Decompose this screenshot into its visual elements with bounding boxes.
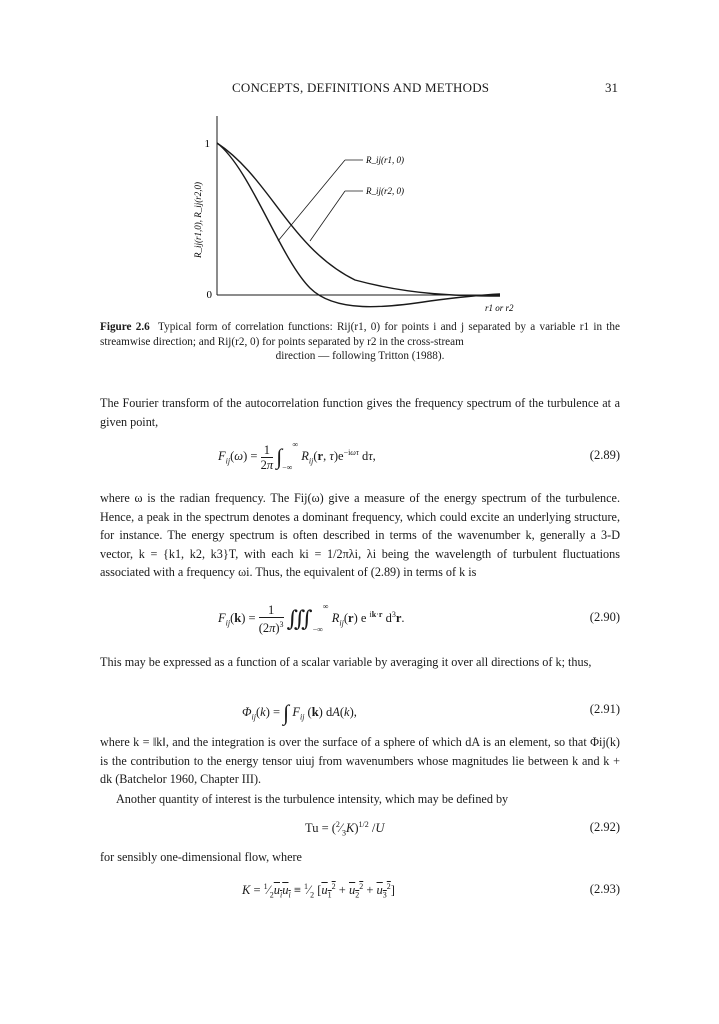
curve-r1	[217, 143, 500, 296]
paragraph-3: This may be expressed as a function of a scalar variable by averaging it over all directions of k; thus,	[100, 655, 592, 669]
equation-2-89-number: (2.89)	[589, 448, 620, 462]
equation-2-91-body: $\Phi_{ij}(k)$ = ∫ $F_{ij}$ (k) dA(k),	[242, 700, 357, 725]
leader-line-2	[310, 191, 345, 241]
running-title: CONCEPTS, DEFINITIONS AND METHODS	[232, 80, 490, 95]
caption-label: Figure 2.6	[100, 321, 150, 333]
y-tick-0: 0	[206, 289, 212, 301]
x-axis-label: r1 or r2	[485, 303, 514, 313]
y-axis-label: R_ij(r1,0), R_ij(r2,0)	[193, 182, 203, 258]
paragraph-1: The Fourier transform of the autocorrelation function gives the frequency spectrum of the turbulence at a given point,	[100, 396, 620, 429]
equation-2-90-body: $F_{ij}(k)$ = $\frac{1}{(2\pi)^3}$ $∭_{-\infty}^\infty$ $R_{ij}(r)$ e $^{ik\cdot r}$ $d^3r$.	[218, 601, 405, 636]
equation-2-91	[100, 692, 620, 732]
curve-label-r1: R_ij(r1, 0)	[366, 155, 404, 165]
equation-2-89-body: $F_{ij}(\omega)$ = $\frac{1}{2\pi}$ $\int_{-\infty}^\infty$ $R_{ij}(r$, $\tau)e^{-i\omega\tau}$ dτ,	[218, 439, 376, 472]
caption-text-last: direction — following Tritton (1988).	[275, 350, 445, 362]
paragraph-2: where ω is the radian frequency. The Fij(ω) give a measure of the energy spectrum of the turbulence. Hence, a peak in the spectrum denotes a dominant frequency, which could excite an underlying structure, for instance. The energy spectrum is often described in terms of the wavenumber k, generally a 3-D vector, k = {k1, k2, k3}T, with each ki = 1/2πλi, λi being the wavelength of turbulent fluctuations associated with a frequency ωi. Thus, the equivalent of (2.89) in terms of k is	[100, 491, 620, 579]
equation-2-93-number: (2.93)	[589, 882, 620, 896]
paragraph-5: Another quantity of interest is the turbulence intensity, which may be defined by	[116, 792, 509, 806]
leader-line-1	[278, 160, 345, 241]
paragraph-4: where k = ‖k‖, and the integration is over the surface of a sphere of which dA is an element, so that Φij(k) is the contribution to the energy tensor uiuj from wavenumbers whose magnitudes lie between k and k + dk (Batchelor 1960, Chapter III).	[100, 735, 620, 786]
page-number: 31	[605, 80, 618, 95]
equation-2-92-number: (2.92)	[589, 820, 620, 834]
curve-r2	[217, 143, 500, 307]
figure-caption	[100, 320, 620, 364]
equation-2-93-body: $K = ^1⁄_2u_iu_i$ ≡ $^1⁄_2$ $[u_1^2 + u_2^2 + u_3^2]$	[242, 882, 395, 900]
equation-2-90-number: (2.90)	[589, 610, 620, 624]
paragraph-6: for sensibly one-dimensional flow, where	[100, 850, 302, 864]
caption-text: Typical form of correlation functions: Rij(r1, 0) for points i and j separated by a variable r1 in the streamwise direction; and Rij(r2, 0) for points separated by r2 in the cross-stream	[100, 321, 620, 348]
curve-label-r2: R_ij(r2, 0)	[366, 186, 404, 196]
equation-2-91-number: (2.91)	[589, 702, 620, 716]
equation-2-92-body: $Tu = (^2⁄_3K)^{1/2}$ /U	[305, 820, 385, 838]
equation-2-93	[100, 880, 620, 920]
y-tick-1: 1	[204, 138, 210, 150]
correlation-figure	[160, 108, 520, 318]
equation-2-90	[100, 598, 620, 638]
equation-2-89	[100, 436, 620, 476]
